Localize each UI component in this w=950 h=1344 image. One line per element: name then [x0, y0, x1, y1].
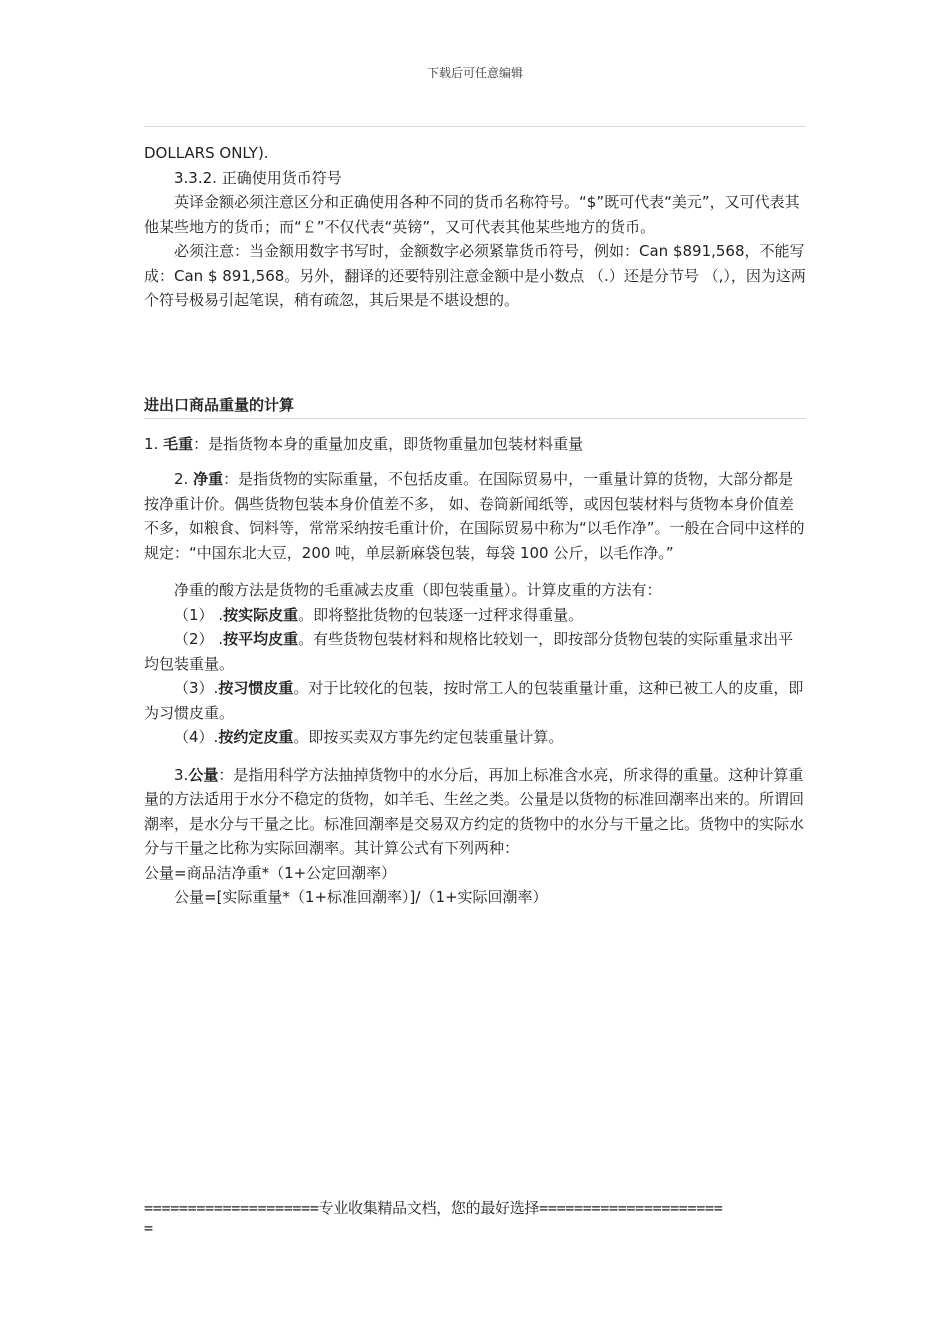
m1-text: 。即将整批货物的包装逐一过秤求得重量。 [298, 605, 584, 624]
subheading-currency-symbols: 3.3.2. 正确使用货币符号 [174, 168, 342, 187]
cond-number: 3. [174, 765, 189, 784]
header-divider [144, 126, 806, 127]
net-text: ：是指货物的实际重量，不包括皮重。在国际贸易中，一重量计算的货物，大部分都是按净重计价。偶些货物包装本身价值差不多， 如、卷筒新闻纸等，或因包装材料与货物本身价值差不多，如粮食、饲料等，常常采纳按毛重计价，在国际贸易中称为“以毛作净”。一般在合同中这样的规定：“中国东北大豆，200 吨，单层新麻袋包装，每袋 100 公斤，以毛作净。” [144, 470, 805, 562]
paragraph-net-method: 净重的酸方法是货物的毛重减去皮重（即包装重量）。计算皮重的方法有： [174, 581, 662, 599]
gross-number: 1. [144, 434, 164, 453]
gross-term: 毛重 [163, 434, 194, 453]
page-footer-continuation: = [144, 1219, 154, 1237]
document-body [144, 141, 806, 910]
paragraph-gross-weight [144, 432, 806, 457]
net-term: 净重 [193, 470, 224, 488]
m3-term: 按习惯皮重 [218, 679, 294, 697]
page-footer: ====================专业收集精品文档，您的最好选择===================== [144, 1199, 723, 1217]
m1-number: （1） . [174, 605, 224, 624]
paragraph-currency-symbols: 英译金额必须注意区分和正确使用各种不同的货币名称符号。“$”既可代表“美元”，又可代表其他某些地方的货币；而“￡”不仅代表“英镑”，又可代表其他某些地方的货币。 [144, 193, 800, 236]
formula-1: 公量=商品洁净重*（1+公定回潮率） [144, 863, 397, 882]
formula-2: 公量=[实际重量*（1+标准回潮率）]/（1+实际回潮率） [174, 888, 548, 906]
net-number: 2. [174, 470, 194, 488]
m1-term: 按实际皮重 [223, 605, 299, 624]
method-average-tare [144, 627, 806, 676]
gross-text: ：是指货物本身的重量加皮重，即货物重量加包装材料重量 [193, 434, 584, 453]
m4-number: （4）. [174, 728, 219, 746]
m4-text: 。即按买卖双方事先约定包装重量计算。 [293, 728, 564, 746]
paragraph-dollars-only: DOLLARS ONLY). [144, 144, 269, 162]
paragraph-amount-notes: 必须注意：当金额用数字书写时，金额数字必须紧靠货币符号，例如：Can $891,568，不能写成：Can $ 891,568。另外，翻译的还要特别注意金额中是小数点 （.）还是分节号 （,），因为这两个符号极易引起笔误，稍有疏忽，其后果是不堪设想的。 [144, 242, 806, 309]
method-agreed-tare [144, 725, 806, 750]
cond-term: 公量 [188, 765, 219, 784]
paragraph-net-weight [144, 467, 806, 565]
page-header: 下载后可任意编辑 [426, 66, 523, 80]
cond-text: ：是指用科学方法抽掉货物中的水分后，再加上标准含水亮，所求得的重量。这种计算重量的方法适用于水分不稳定的货物，如羊毛、生丝之类。公量是以货物的标准回潮率出来的。所谓回潮率，是水分与干量之比。标准回潮率是交易双方约定的货物中的水分与干量之比。货物中的实际水分与干量之比称为实际回潮率。其计算公式有下列两种： [144, 765, 805, 857]
m3-text: 。对于比较化的包装，按时常工人的包装重量计重，这种已被工人的皮重，即为习惯皮重。 [144, 679, 804, 722]
m2-term: 按平均皮重 [223, 630, 299, 648]
m2-number: （2） . [174, 630, 224, 648]
m2-text: 。有些货物包装材料和规格比较划一，即按部分货物包装的实际重量求出平均包装重量。 [144, 630, 794, 673]
paragraph-conditioned-weight [144, 763, 806, 861]
method-customary-tare [144, 676, 806, 725]
method-actual-tare [144, 603, 806, 628]
section-title: 进出口商品重量的计算 [144, 394, 806, 419]
m3-number: （3）. [174, 679, 219, 697]
m4-term: 按约定皮重 [218, 728, 294, 746]
